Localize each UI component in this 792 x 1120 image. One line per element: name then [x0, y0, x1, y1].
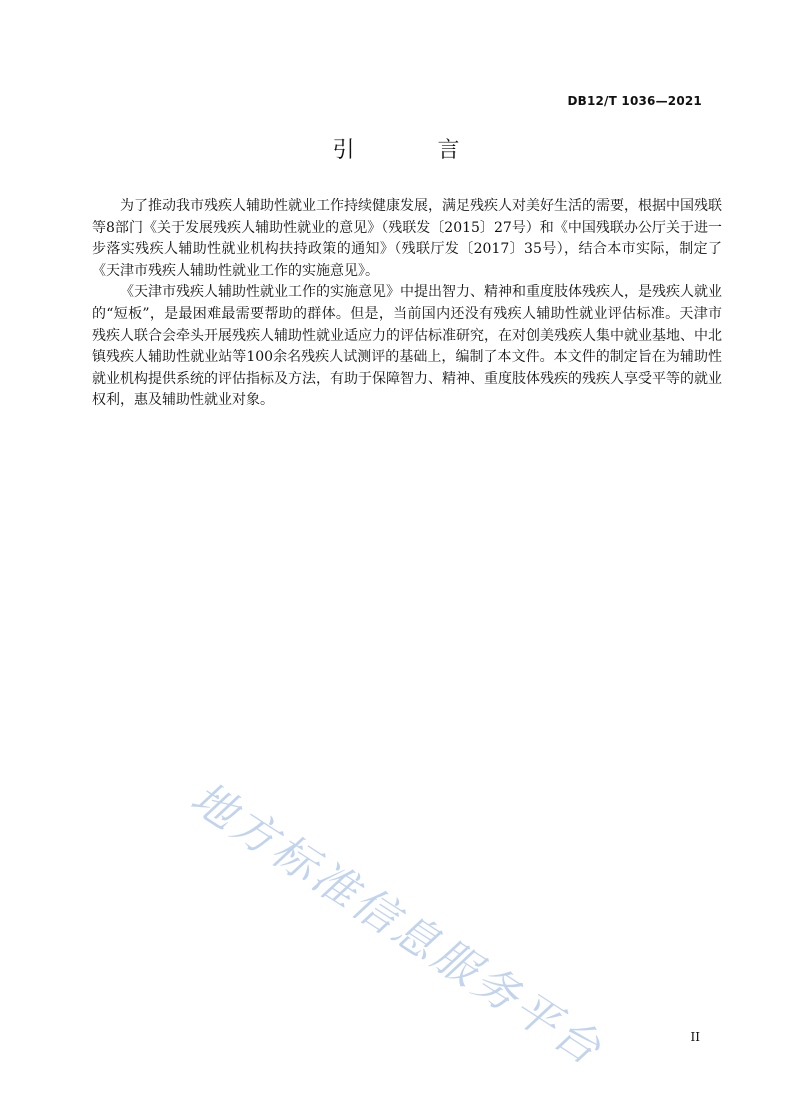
- paragraph: 为了推动我市残疾人辅助性就业工作持续健康发展，满足残疾人对美好生活的需要，根据中国残联等8部门《关于发展残疾人辅助性就业的意见》（残联发〔2015〕27号）和《中国残联办公厅关于进一步落实残疾人辅助性就业机构扶持政策的通知》（残联厅发〔2017〕35号），结合本市实际，制定了《天津市残疾人辅助性就业工作的实施意见》。: [92, 198, 722, 279]
- watermark: 地方标准信息服务平台: [181, 772, 612, 1077]
- page-number: II: [690, 1030, 700, 1044]
- paragraph: 《天津市残疾人辅助性就业工作的实施意见》中提出智力、精神和重度肢体残疾人，是残疾人就业的“短板”，是最困难最需要帮助的群体。但是，当前国内还没有残疾人辅助性就业评估标准。天津市残疾人联合会牵头开展残疾人辅助性就业适应力的评估标准研究，在对创美残疾人集中就业基地、中北镇残疾人辅助性就业站等100余名残疾人试测评的基础上，编制了本文件。本文件的制定旨在为辅助性就业机构提供系统的评估指标及方法，有助于保障智力、精神、重度肢体残疾的残疾人享受平等的就业权利，惠及辅助性就业对象。: [92, 284, 722, 409]
- standard-code: DB12/T 1036—2021: [567, 94, 702, 108]
- page-title: 引 言: [332, 138, 498, 163]
- body-text: [92, 196, 722, 412]
